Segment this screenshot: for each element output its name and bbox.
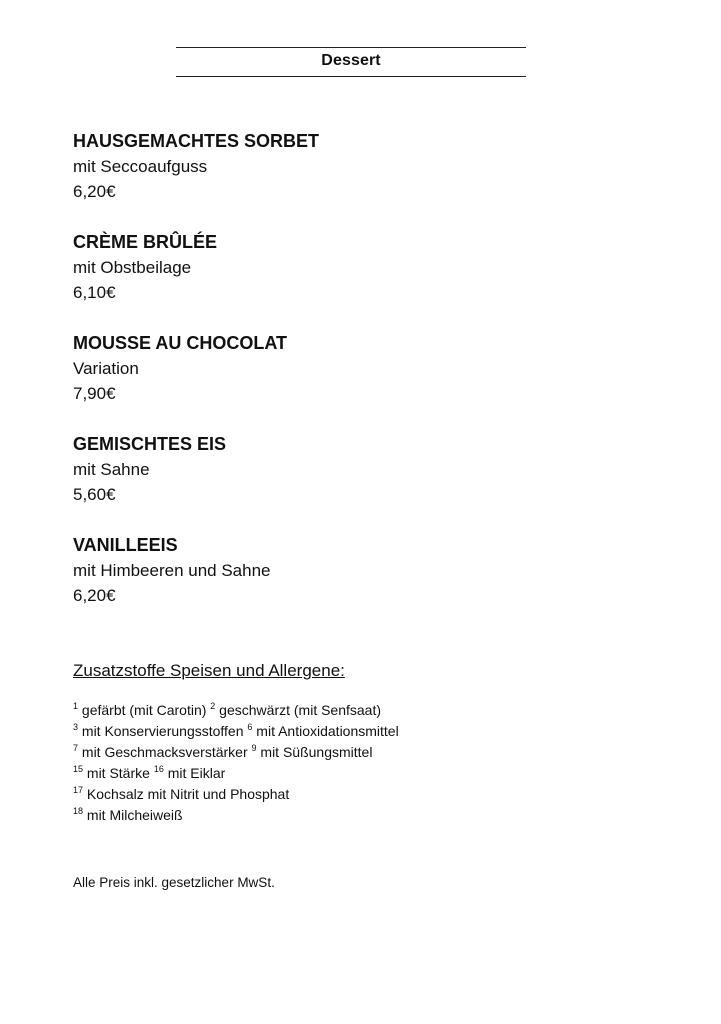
allergen-text: mit Stärke [83,765,154,781]
allergen-number: 1 [73,701,79,711]
menu-item [73,532,673,633]
allergen-text: mit Geschmacksverstärker [78,744,252,760]
item-description: mit Sahne [73,460,150,479]
allergen-number: 9 [251,743,257,753]
allergen-title: Zusatzstoffe Speisen und Allergene: [73,661,345,680]
allergen-line [73,742,673,763]
allergen-number: 16 [153,764,164,774]
allergen-line [73,700,673,721]
item-price: 7,90€ [73,384,116,403]
allergen-number: 3 [73,722,79,732]
allergen-number: 2 [210,701,216,711]
item-price: 5,60€ [73,485,116,504]
allergen-text: geschwärzt (mit Senfsaat) [215,702,382,718]
menu-item [73,330,673,431]
item-name: VANILLEEIS [73,535,178,555]
item-price: 6,10€ [73,283,116,302]
item-description: mit Himbeeren und Sahne [73,561,271,580]
item-name: GEMISCHTES EIS [73,434,227,454]
page-title: Dessert [321,52,381,69]
item-price: 6,20€ [73,182,116,201]
allergen-line [73,784,673,805]
page-header [176,47,526,77]
allergen-section [73,658,673,826]
allergen-number: 7 [73,743,79,753]
allergen-text: gefärbt (mit Carotin) [78,702,211,718]
allergen-text: mit Antioxidationsmittel [252,723,399,739]
dessert-menu [73,128,673,633]
allergen-text: mit Eiklar [163,765,226,781]
item-description: mit Seccoaufguss [73,157,208,176]
item-name: HAUSGEMACHTES SORBET [73,131,320,151]
item-name: CRÈME BRÛLÉE [73,232,218,252]
allergen-line [73,805,673,826]
allergen-line [73,763,673,784]
allergen-text: Kochsalz mit Nitrit und Phosphat [83,786,290,802]
allergen-number: 17 [73,785,84,795]
menu-item [73,229,673,330]
allergen-text: mit Konservierungsstoffen [78,723,248,739]
allergen-number: 15 [73,764,84,774]
allergen-text: mit Milcheiweiß [83,807,183,823]
menu-item [73,431,673,532]
allergen-number: 6 [247,722,253,732]
item-name: MOUSSE AU CHOCOLAT [73,333,287,353]
allergen-line [73,721,673,742]
item-price: 6,20€ [73,586,116,605]
item-description: mit Obstbeilage [73,258,192,277]
item-description: Variation [73,359,139,378]
tax-note: Alle Preis inkl. gesetzlicher MwSt. [73,875,275,890]
allergen-text: mit Süßungsmittel [256,744,373,760]
allergen-number: 18 [73,806,84,816]
menu-item [73,128,673,229]
